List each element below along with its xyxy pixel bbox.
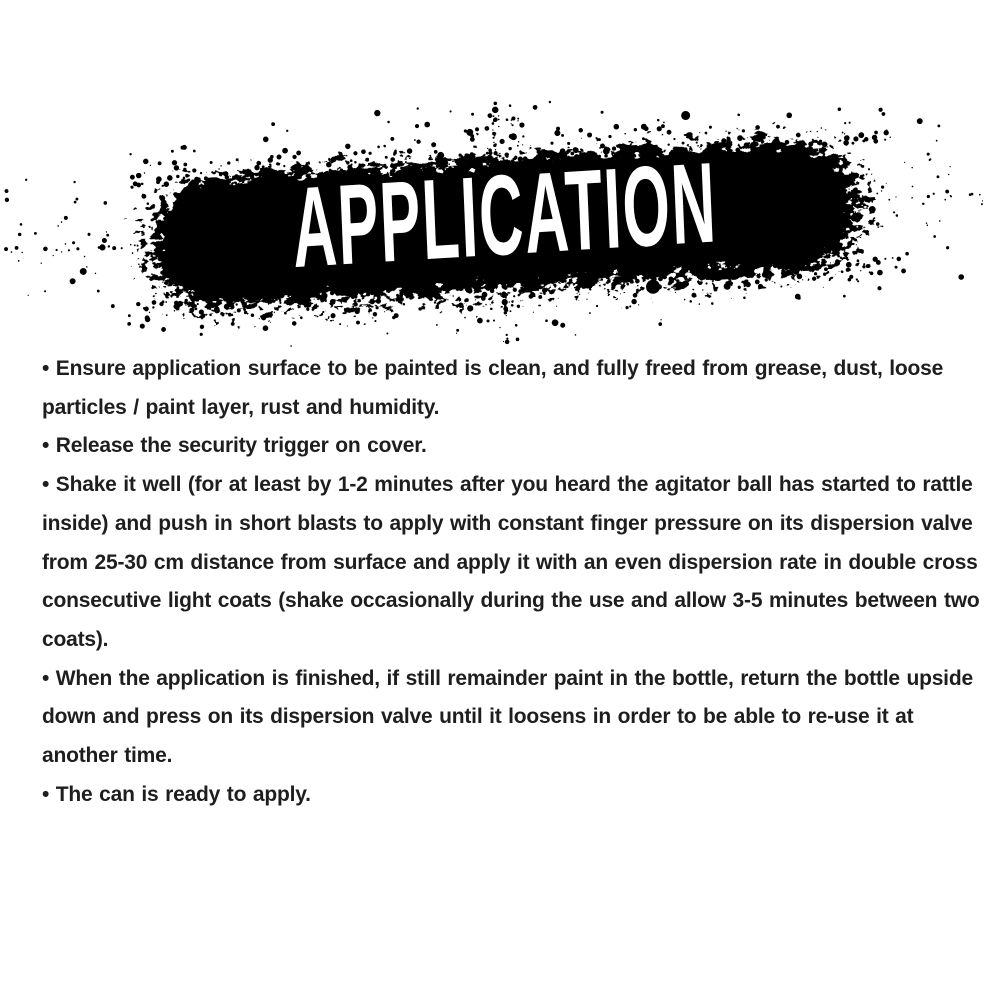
spray-splatter-graphic bbox=[0, 95, 1000, 385]
instruction-bullet-release-trigger: • Release the security trigger on cover. bbox=[42, 434, 427, 458]
instruction-bullet-after-use: • When the application is finished, if still remainder paint in the bottle, return the bottle upside down and press on its dispersion valve until it loosens in order to be able to re-use it at another time. bbox=[42, 666, 973, 768]
instruction-bullet-shake-and-spray: • Shake it well (for at least by 1-2 minutes after you heard the agitator ball has started to rattle inside) and push in short blasts to apply with constant finger pressure on its dispersion valve from 25-30 cm distance from surface and apply it with an even dispersion rate in double cross consecutive light coats (shake occasionally during the use and allow 3-5 minutes between two coats). bbox=[42, 473, 980, 651]
banner-title: APPLICATION bbox=[289, 136, 746, 292]
paint-fleck-icon bbox=[723, 283, 730, 290]
paint-fleck-icon bbox=[681, 111, 691, 121]
instruction-bullet-ready: • The can is ready to apply. bbox=[42, 782, 311, 806]
instruction-bullet-surface-prep: • Ensure application surface to be painted is clean, and fully freed from grease, dust, loose particles / paint layer, rust and humidity. bbox=[42, 357, 944, 419]
instructions-list bbox=[42, 350, 992, 814]
paint-fleck-icon bbox=[69, 278, 75, 284]
spray-banner bbox=[0, 95, 1000, 385]
